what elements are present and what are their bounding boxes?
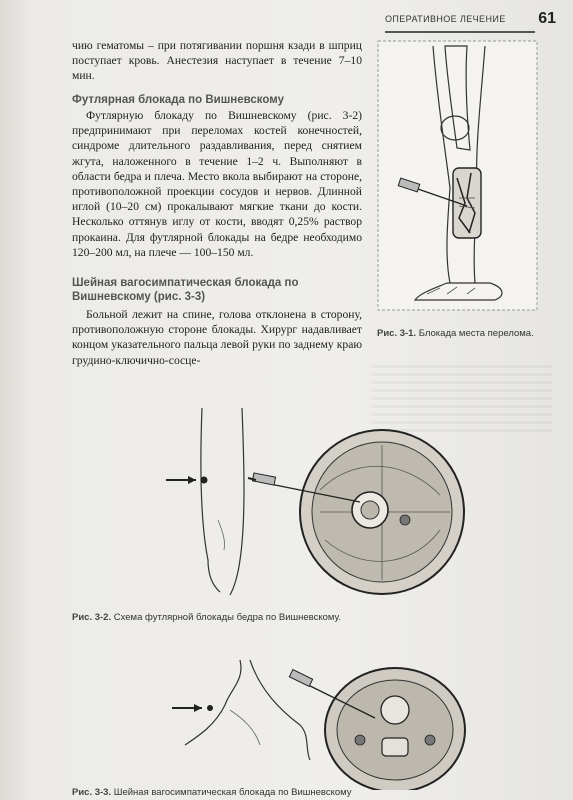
section-heading: Шейная вагосимпатическая блокада по Вишневскому (рис. 3-3) <box>72 277 299 303</box>
caption-label: Рис. 3-1. <box>377 328 417 339</box>
section-heading: Футлярная блокада по Вишневскому <box>72 94 285 106</box>
text-block-vagosympathetic <box>72 307 362 368</box>
figure-fracture-block <box>375 38 540 313</box>
caption-label: Рис. 3-2. <box>72 612 112 623</box>
figure-caption-3-1 <box>377 327 547 340</box>
running-header <box>385 10 560 32</box>
text-block-intro <box>72 38 362 84</box>
injection-point <box>207 705 213 711</box>
section-title: ОПЕРАТИВНОЕ ЛЕЧЕНИЕ <box>385 14 506 24</box>
figure-caption-3-3 <box>72 787 472 799</box>
paragraph-continuation: чию гематомы – при потягивании поршня кзади в шприц поступает кровь. Анестезия наступает в течение 7–10 мин. <box>72 39 362 83</box>
heading-vagosympathetic-block <box>72 276 362 304</box>
header-rule <box>385 31 535 33</box>
caption-text: Шейная вагосимпатическая блокада по Вишневскому <box>113 787 352 798</box>
figure-neck-vagosympathetic-block <box>170 650 475 790</box>
heading-sheath-block <box>72 93 362 107</box>
text-block-sheath <box>72 108 362 260</box>
paragraph-vagosympathetic: Больной лежит на спине, голова отклонена в сторону, противоположную стороне блокады. Хирург надавливает концом указательного пальца левой руки по заднему краю грудино-ключично-сосце- <box>72 308 362 367</box>
figure-caption-3-2 <box>72 612 472 624</box>
injection-point <box>201 477 208 484</box>
figure-thigh-sheath-block <box>160 400 470 610</box>
caption-text: Схема футлярной блокады бедра по Вишневскому. <box>113 612 341 623</box>
caption-text: Блокада места перелома. <box>418 328 534 339</box>
caption-label: Рис. 3-3. <box>72 787 112 798</box>
page-number: 61 <box>538 10 556 27</box>
paragraph-sheath-block: Футлярную блокаду по Вишневскому (рис. 3-2) предпринимают при переломах костей конечностей, синдроме длительного раздавливания, перед снятием жгута, наложенного в течение 1–2 ч. Выполняют в области бедра и плеча. Место вкола выбирают на стороне, противоположной проекции сосудов и нервов. Длинной иглой (10–20 см) прокалывают мягкие ткани до кости. Несколько оттянув иглу от кости, вводят 0,25% раствор прокаина. Для футлярной блокады на бедре необходимо 120–200 мл, на плече — 100–150 мл. <box>72 109 362 259</box>
